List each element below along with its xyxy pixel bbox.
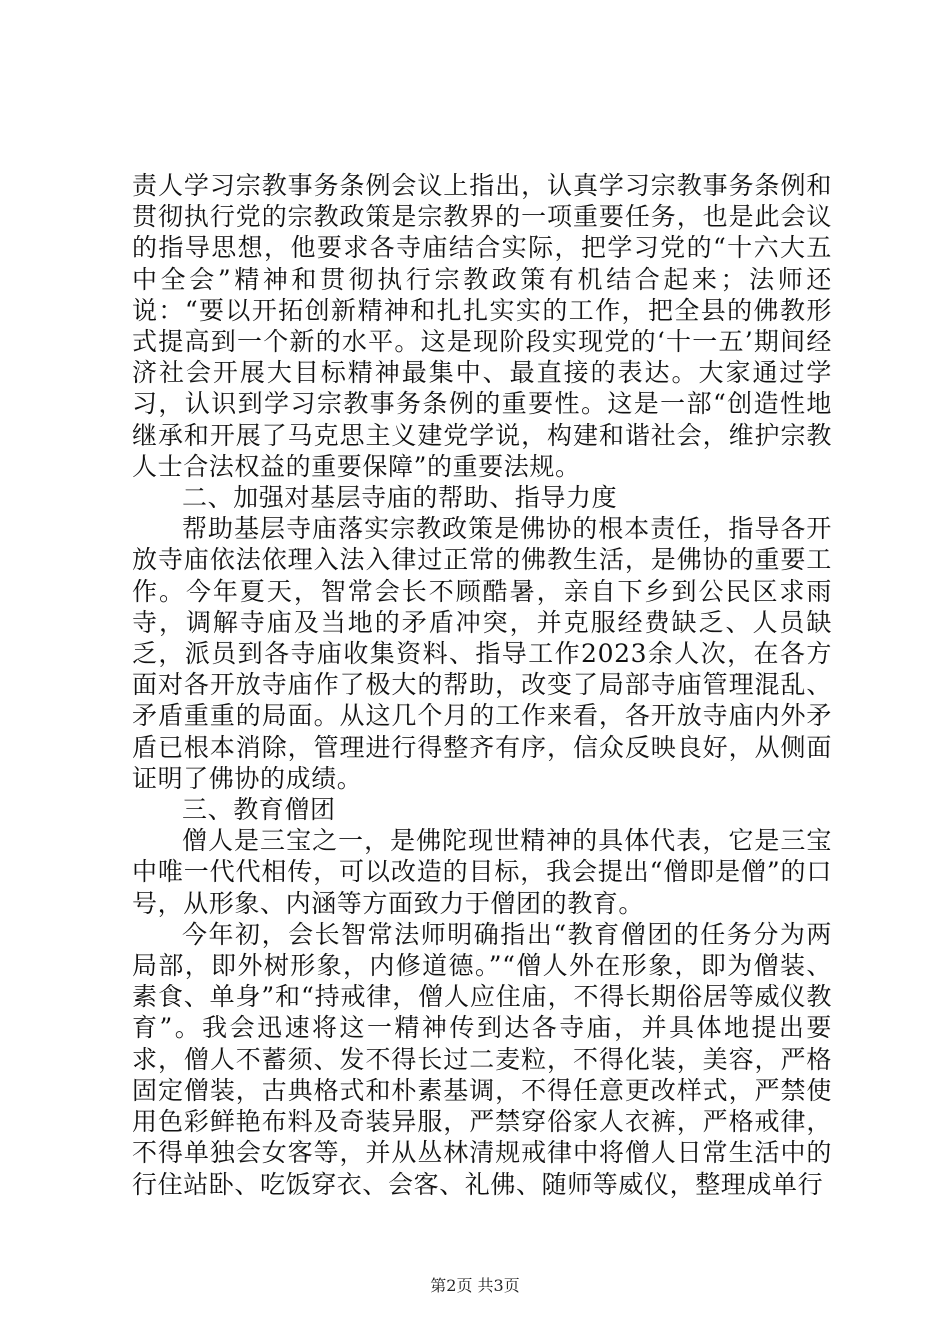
paragraph-continued: 责人学习宗教事务条例会议上指出，认真学习宗教事务条例和贯彻执行党的宗教政策是宗教界的一项重要任务，也是此会议的指导思想，他要求各寺庙结合实际，把学习党的“十六大五中全会”精神和贯彻执行宗教政策有机结合起来；法师还说：“要以开拓创新精神和扎扎实实的工作，把全县的佛教形式提高到一个新的水平。这是现阶段实现党的‘十一五’期间经济社会开展大目标精神最集中、最直接的表达。大家通过学习，认识到学习宗教事务条例的重要性。这是一部“创造性地继承和开展了马克思主义建党学说，构建和谐社会，维护宗教人士合法权益的重要保障”的重要法规。: [132, 171, 832, 481]
section-heading-3: 三、教育僧团: [182, 795, 336, 825]
body-text: [132, 170, 832, 1200]
paragraph-sangha-education: 今年初，会长智常法师明确指出“教育僧团的任务分为两局部，即外树形象，内修道德。”“僧人外在形象，即为僧装、素食、单身”和“持戒律，僧人应住庙，不得长期俗居等威仪教育”。我会迅速将这一精神传到达各寺庙，并具体地提出要求，僧人不蓄须、发不得长过二麦粒，不得化装，美容，严格固定僧装，古典格式和朴素基调，不得任意更改样式，严禁使用色彩鲜艳布料及奇装异服，严禁穿俗家人衣裤，严格戒律，不得单独会女客等，并从丛林清规戒律中将僧人日常生活中的行住站卧、吃饭穿衣、会客、礼佛、随师等威仪，整理成单行: [132, 919, 832, 1199]
paragraph-guidance: 帮助基层寺庙落实宗教政策是佛协的根本责任，指导各开放寺庙依法依理入法入律过正常的佛教生活，是佛协的重要工作。今年夏天，智常会长不顾酷暑，亲自下乡到公民区求雨寺，调解寺庙及当地的矛盾冲突，并克服经费缺乏、人员缺乏，派员到各寺庙收集资料、指导工作2023余人次，在各方面对各开放寺庙作了极大的帮助，改变了局部寺庙管理混乱、矛盾重重的局面。从这几个月的工作来看，各开放寺庙内外矛盾已根本消除，管理进行得整齐有序，信众反映良好，从侧面证明了佛协的成绩。: [132, 514, 832, 793]
paragraph-sangha-intro: 僧人是三宝之一，是佛陀现世精神的具体代表，它是三宝中唯一代代相传，可以改造的目标，我会提出“僧即是僧”的口号，从形象、内涵等方面致力于僧团的教育。: [132, 826, 832, 918]
section-heading-2: 二、加强对基层寺庙的帮助、指导力度: [182, 483, 618, 513]
page-footer: 第2页 共3页: [430, 1276, 520, 1295]
